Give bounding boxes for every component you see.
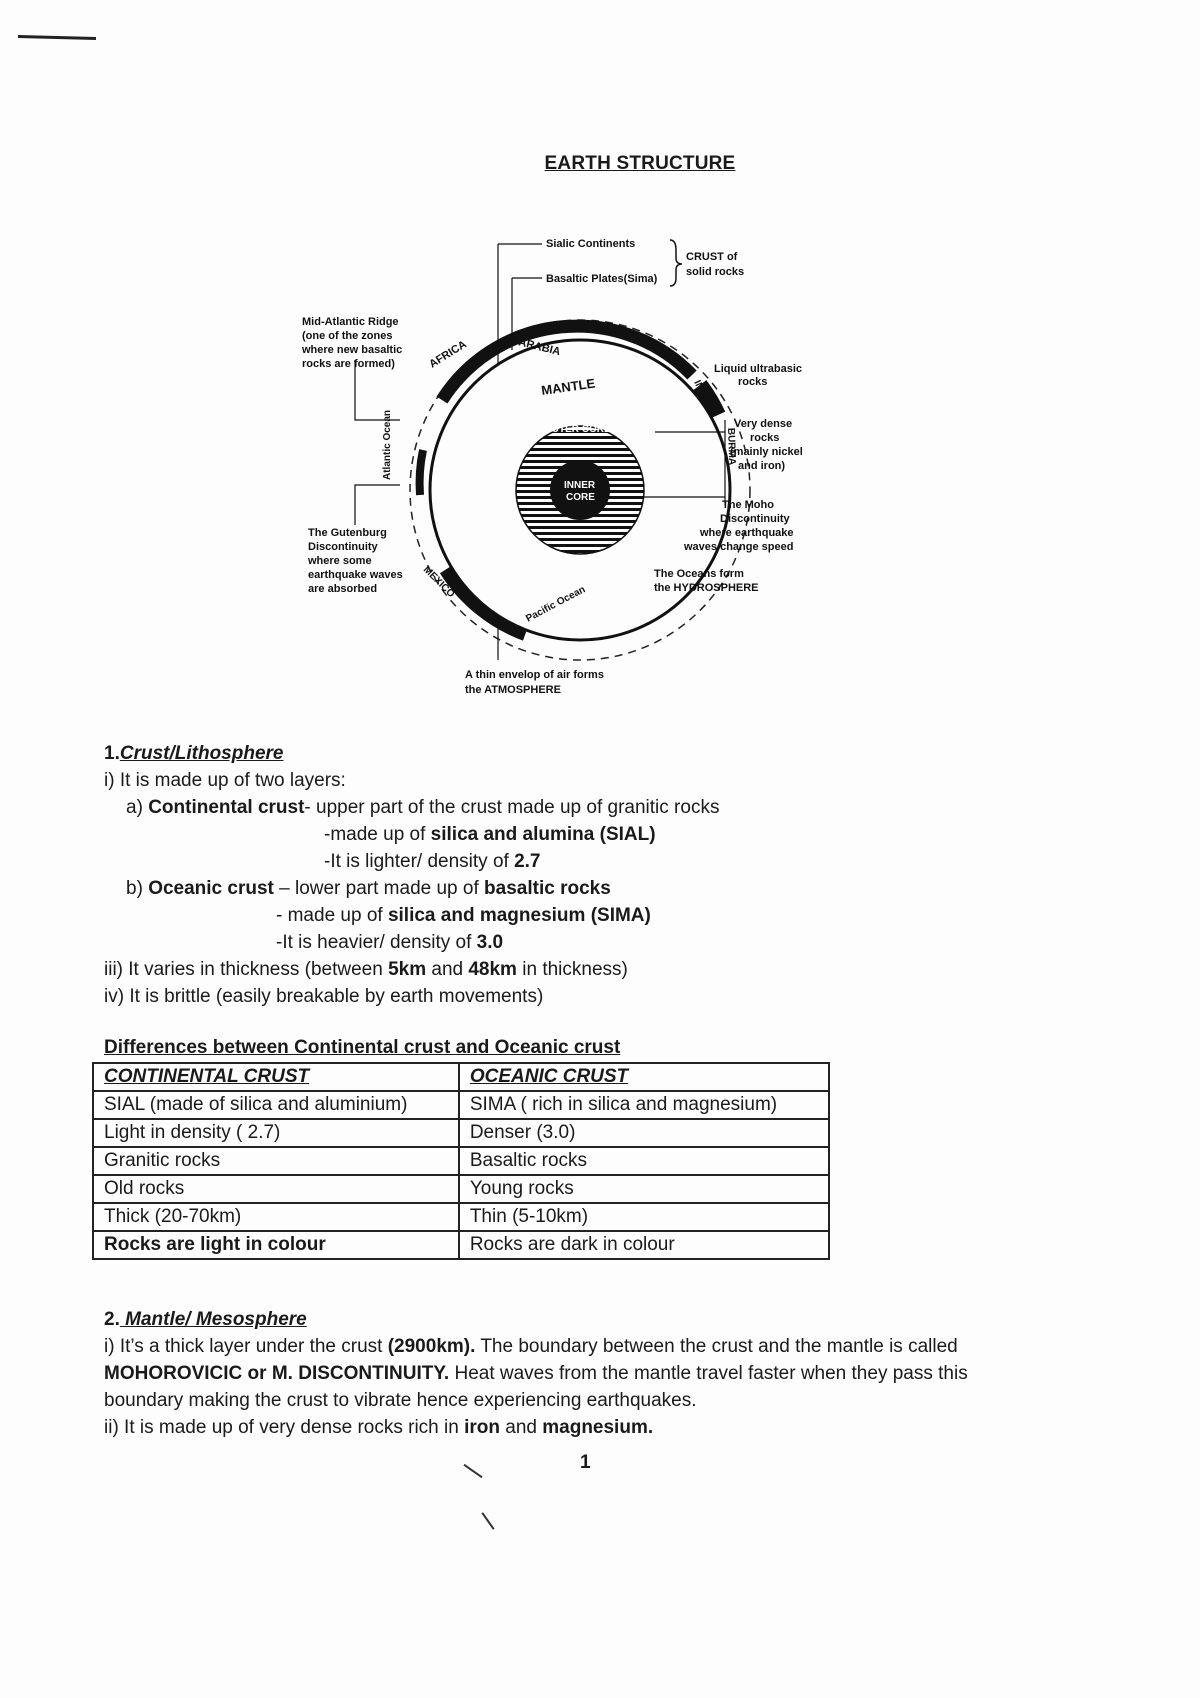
crust-heading-text: Crust/Lithosphere	[119, 743, 284, 764]
crust-b3-pre: -It is heavier/ density of	[276, 932, 477, 953]
crust-differences-table	[92, 1062, 830, 1260]
earth-structure-diagram	[302, 238, 840, 710]
mantle-p4-c: and	[499, 1417, 543, 1438]
cell: Thick (20-70km)	[93, 1203, 459, 1231]
label-outer-core: OUTER CORE	[544, 424, 611, 435]
cell: SIMA ( rich in silica and magnesium)	[459, 1091, 829, 1119]
cell: Light in density ( 2.7)	[93, 1119, 459, 1147]
crust-line-1: i) It is made up of two layers:	[104, 770, 346, 791]
crust-b-mid: – lower part made up of	[273, 878, 485, 899]
crust-a3-bold: 2.7	[514, 851, 541, 872]
label-mar-4: rocks are formed)	[302, 358, 395, 370]
crust-line-b2	[104, 902, 719, 929]
crust-line-a	[104, 794, 719, 821]
page-number: 1	[580, 1452, 591, 1473]
cell: Basaltic rocks	[459, 1147, 829, 1175]
mantle-p4-d: magnesium.	[542, 1417, 654, 1438]
cell: SIAL (made of silica and aluminium)	[93, 1091, 459, 1119]
label-india: INDIA	[691, 378, 713, 408]
crust-brace	[670, 240, 682, 286]
table-row	[93, 1203, 829, 1231]
label-sialic: Sialic Continents	[546, 238, 636, 250]
table-header-row	[93, 1063, 829, 1091]
crust-l3-b2: 48km	[468, 959, 517, 980]
crust-line-a3	[104, 848, 719, 875]
label-basaltic: Basaltic Plates(Sima)	[546, 273, 658, 285]
crust-a-bold: Continental crust	[148, 797, 305, 818]
label-mantle: MANTLE	[540, 375, 597, 398]
label-burma: BURMA	[725, 427, 738, 466]
label-gut-4: earthquake waves	[308, 569, 403, 581]
page-title: EARTH STRUCTURE	[544, 153, 736, 174]
mantle-p4-a: ii) It is made up of very dense rocks rich in	[104, 1417, 465, 1438]
label-pacific: Pacific Ocean	[524, 584, 588, 625]
crust-a-prefix: a)	[126, 797, 149, 818]
cell: Thin (5-10km)	[459, 1203, 829, 1231]
cell: Old rocks	[93, 1175, 459, 1203]
label-liquid-1: Liquid ultrabasic	[714, 363, 803, 375]
pen-mark	[18, 35, 96, 40]
label-dense-4: and iron)	[738, 460, 786, 472]
cell: Denser (3.0)	[459, 1119, 829, 1147]
label-oceans-1: The Oceans form	[654, 568, 744, 580]
label-atmos-1: A thin envelop of air forms	[465, 669, 604, 681]
label-solid-rocks: solid rocks	[686, 266, 745, 278]
label-atlantic: Atlantic Ocean	[382, 409, 393, 480]
crust-line-b	[104, 875, 719, 902]
label-mar-3: where new basaltic	[302, 344, 403, 356]
label-dense-1: Very dense	[734, 418, 793, 430]
cell: Rocks are dark in colour	[459, 1231, 829, 1259]
crust-b-prefix: b)	[126, 878, 149, 899]
cell: Rocks are light in colour	[93, 1231, 459, 1259]
table-title: Differences between Continental crust and Oceanic crust	[104, 1037, 621, 1058]
mantle-heading-text: Mantle/ Mesosphere	[119, 1309, 307, 1330]
mantle-p2-b: MOHOROVICIC or M. DISCONTINUITY.	[104, 1363, 450, 1384]
label-mar-1: Mid-Atlantic Ridge	[302, 316, 399, 328]
mantle-p1-c: The boundary between the crust and the mantle is called	[475, 1336, 958, 1357]
crust-line-4: iv) It is brittle (easily breakable by earth movements)	[104, 986, 544, 1007]
section-mantle	[104, 1306, 1104, 1441]
crust-l3-b1: 5km	[388, 959, 427, 980]
table-row	[93, 1147, 829, 1175]
label-dense-2: rocks	[750, 432, 780, 444]
label-oceans-2: the HYDROSPHERE	[654, 582, 759, 594]
header-oceanic: OCEANIC CRUST	[459, 1063, 829, 1091]
label-gut-3: where some	[308, 555, 372, 567]
mantle-heading	[104, 1306, 1104, 1333]
cell: Young rocks	[459, 1175, 829, 1203]
label-gut-2: Discontinuity	[308, 541, 378, 553]
label-moho-3: where earthquake	[700, 527, 794, 539]
label-dense-3: (mainly nickel	[730, 446, 803, 458]
table-row	[93, 1091, 829, 1119]
label-africa: AFRICA	[427, 338, 469, 371]
mantle-p1-a: i) It’s a thick layer under the crust	[104, 1336, 388, 1357]
crust-l3-mid: and	[426, 959, 469, 980]
mantle-p4-b: iron	[464, 1417, 500, 1438]
pen-tick	[481, 1512, 494, 1530]
cell: Granitic rocks	[93, 1147, 459, 1175]
label-inner-2: CORE	[566, 492, 595, 503]
table-row	[93, 1231, 829, 1259]
mantle-p2-c: Heat waves from the mantle travel faster when they pass this	[449, 1363, 968, 1384]
crust-a-rest: - upper part of the crust made up of granitic rocks	[304, 797, 720, 818]
crust-b2-pre: - made up of	[276, 905, 388, 926]
pen-tick	[463, 1464, 482, 1478]
crust-b2-bold: silica and magnesium (SIMA)	[387, 905, 651, 926]
label-moho-1: The Moho	[722, 499, 774, 511]
header-continental: CONTINENTAL CRUST	[93, 1063, 459, 1091]
section-crust	[104, 740, 719, 1010]
label-crust-of: CRUST of	[686, 251, 738, 263]
crust-b-bold2: basaltic rocks	[484, 878, 611, 899]
label-moho-4: waves change speed	[684, 541, 794, 553]
crust-a2-bold: silica and alumina (SIAL)	[430, 824, 656, 845]
crust-a3-pre: -It is lighter/ density of	[324, 851, 515, 872]
label-liquid-2: rocks	[738, 376, 768, 388]
crust-b-bold: Oceanic crust	[148, 878, 274, 899]
crust-l3-pre: iii) It varies in thickness (between	[104, 959, 389, 980]
crust-line-b3	[104, 929, 719, 956]
label-moho-2: Discontinuity	[720, 513, 790, 525]
earth-cross-section	[302, 238, 840, 710]
crust-num: 1.	[104, 743, 120, 764]
mantle-num: 2.	[104, 1309, 120, 1330]
crust-a2-pre: -made up of	[324, 824, 431, 845]
label-inner-1: INNER	[564, 480, 596, 491]
crust-arc-left	[420, 450, 423, 495]
leader-gut	[355, 485, 400, 525]
mantle-line-3: boundary making the crust to vibrate hence experiencing earthquakes.	[104, 1390, 697, 1411]
label-arabia: ARABIA	[517, 336, 562, 359]
label-gut-5: are absorbed	[308, 583, 378, 595]
crust-heading	[104, 740, 719, 767]
mantle-line-2	[104, 1360, 1104, 1387]
crust-b3-bold: 3.0	[476, 932, 504, 953]
mantle-line-4	[104, 1414, 1104, 1441]
table-row	[93, 1175, 829, 1203]
label-atmos-2: the ATMOSPHERE	[465, 684, 561, 696]
crust-line-a2	[104, 821, 719, 848]
mantle-line-1	[104, 1333, 1104, 1360]
crust-line-3	[104, 956, 719, 983]
mantle-p1-b: (2900km).	[387, 1336, 476, 1357]
label-mexico: MEXICO	[420, 564, 457, 601]
label-mar-2: (one of the zones	[302, 330, 393, 342]
label-gut-1: The Gutenburg	[308, 527, 387, 539]
table-row	[93, 1119, 829, 1147]
crust-l3-post: in thickness)	[516, 959, 628, 980]
